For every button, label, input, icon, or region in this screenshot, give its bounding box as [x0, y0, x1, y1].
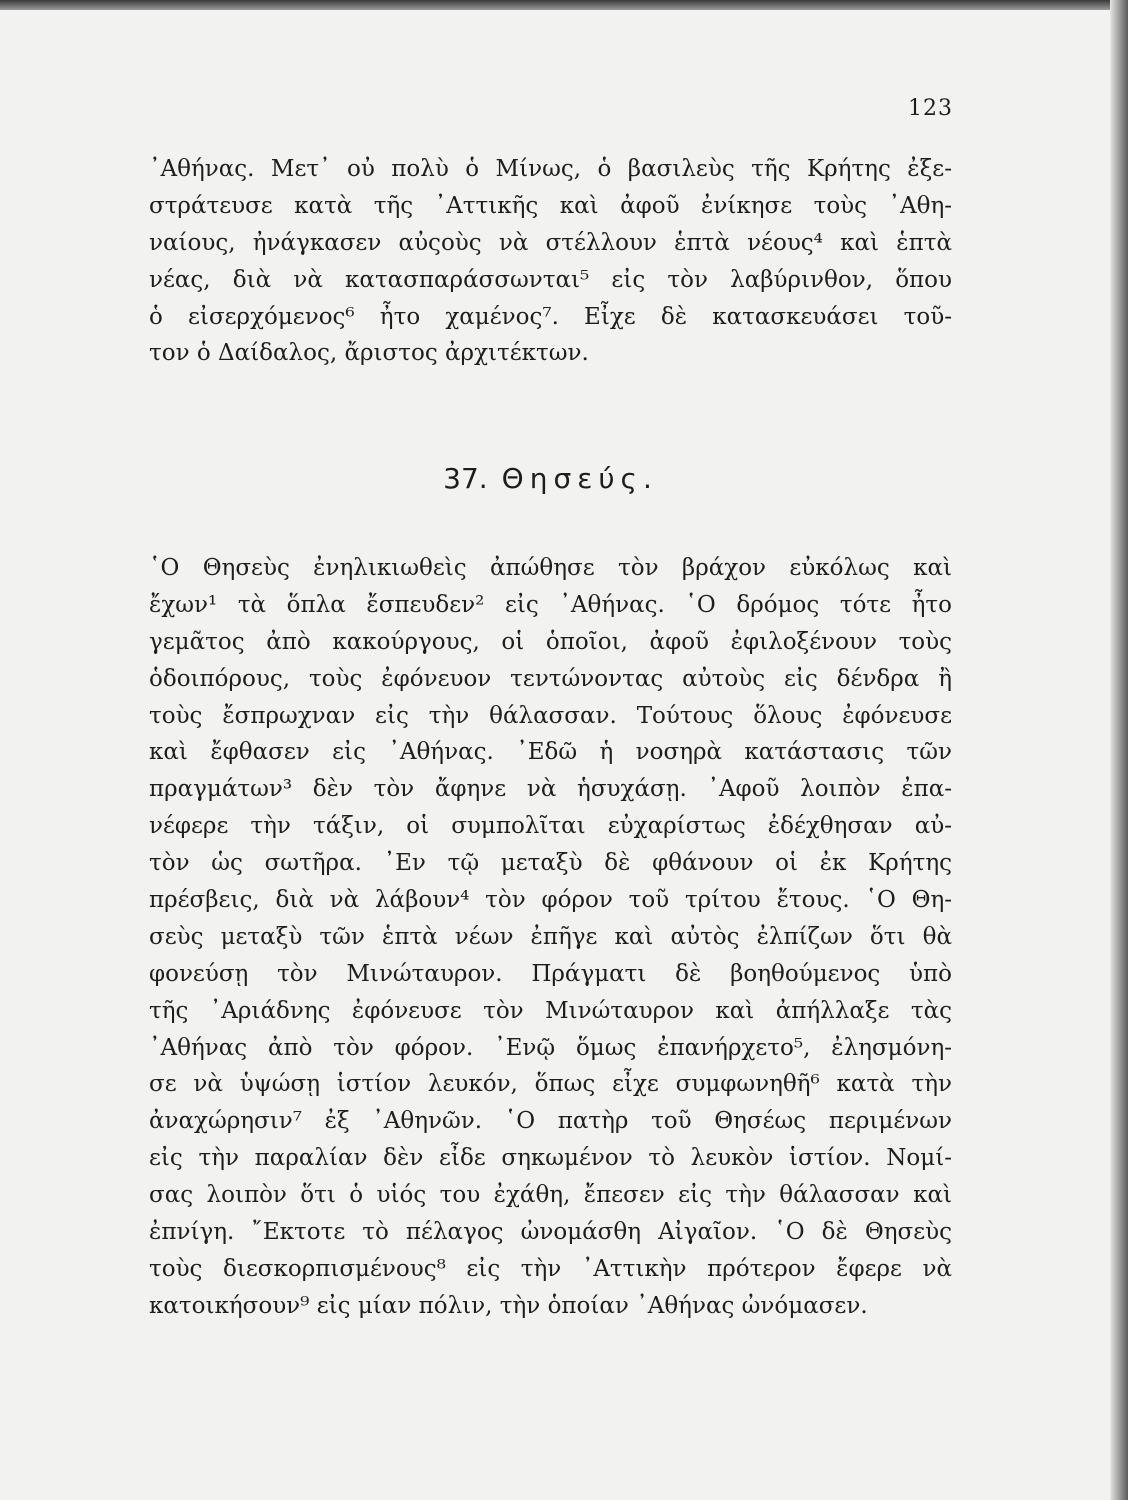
paragraph-1	[149, 151, 952, 372]
text-line: νέας, διὰ νὰ κατασπαράσσωνται⁵ εἰς τὸν λαβύρινθον, ὅπου	[149, 266, 952, 293]
text-line: πρέσβεις, διὰ νὰ λάβουν⁴ τὸν φόρον τοῦ τρίτου ἔτους. ῾Ο Θη-	[149, 887, 952, 914]
text-line: καὶ ἔφθασεν εἰς ᾿Αθήνας. ᾿Εδῶ ἡ νοσηρὰ κατάστασις τῶν	[149, 739, 952, 766]
scan-right-edge	[1110, 0, 1128, 1500]
text-line: γεμᾶτος ἀπὸ κακούργους, οἱ ὁποῖοι, ἀφοῦ ἐφιλοξένουν τοὺς	[149, 628, 952, 655]
text-line: ναίους, ἠνάγκασεν αὐςοὺς νὰ στέλλουν ἑπτὰ νέους⁴ καὶ ἑπτὰ	[149, 229, 952, 256]
text-line: τῆς ᾿Αριάδνης ἐφόνευσε τὸν Μινώταυρον καὶ ἀπήλλαξε τὰς	[149, 997, 952, 1024]
text-line: τοὺς ἔσπρωχναν εἰς τὴν θάλασσαν. Τούτους ὅλους ἐφόνευσε	[149, 702, 952, 729]
section-number: 37.	[443, 462, 488, 495]
text-line: τοὺς διεσκορπισμένους⁸ εἰς τὴν ᾿Αττικὴν πρότερον ἔφερε νὰ	[149, 1255, 952, 1282]
text-line: τὸν ὡς σωτῆρα. ᾿Εν τῷ μεταξὺ δὲ φθάνουν οἱ ἐκ Κρήτης	[149, 850, 952, 877]
text-line: νέφερε τὴν τάξιν, οἱ συμπολῖται εὐχαρίστως ἐδέχθησαν αὐ-	[149, 813, 952, 840]
text-line: ἐπνίγη. ῎Εκτοτε τὸ πέλαγος ὠνομάσθη Αἰγαῖον. ῾Ο δὲ Θησεὺς	[149, 1219, 952, 1246]
text-line: ὁ εἰσερχόμενος⁶ ἦτο χαμένος⁷. Εἶχε δὲ κατασκευάσει τοῦ-	[149, 303, 952, 330]
text-line: πραγμάτων³ δὲν τὸν ἄφηνε νὰ ἡσυχάσῃ. ᾿Αφοῦ λοιπὸν ἐπα-	[149, 776, 952, 803]
text-line: σε νὰ ὑψώσῃ ἱστίον λευκόν, ὅπως εἶχε συμφωνηθῆ⁶ κατὰ τὴν	[149, 1071, 952, 1098]
text-line: ἀναχώρησιν⁷ ἐξ ᾿Αθηνῶν. ῾Ο πατὴρ τοῦ Θησέως περιμένων	[149, 1108, 952, 1135]
text-line: ὁδοιπόρους, τοὺς ἐφόνευον τεντώνοντας αὐτοὺς εἰς δένδρα ἢ	[149, 665, 952, 692]
text-line: ᾿Αθήνας. Μετ᾿ οὐ πολὺ ὁ Μίνως, ὁ βασιλεὺς τῆς Κρήτης ἐξε-	[149, 156, 952, 182]
text-line: στράτευσε κατὰ τῆς ᾿Αττικῆς καὶ ἀφοῦ ἐνίκησε τοὺς ᾿Αθη-	[149, 192, 952, 219]
text-line: κατοικήσουν⁹ εἰς μίαν πόλιν, τὴν ὁποίαν ᾿Αθήνας ὠνόμασεν.	[149, 1292, 868, 1319]
text-line: ᾿Αθήνας ἀπὸ τὸν φόρον. ᾿Ενῷ ὅμως ἐπανήρχετο⁵, ἐλησμόνη-	[149, 1034, 952, 1061]
text-line: ῾Ο Θησεὺς ἐνηλικιωθεὶς ἀπώθησε τὸν βράχον εὐκόλως καὶ	[149, 555, 952, 581]
section-heading	[149, 462, 952, 495]
text-line: σεὺς μεταξὺ τῶν ἑπτὰ νέων ἐπῆγε καὶ αὐτὸς ἐλπίζων ὅτι θὰ	[149, 923, 952, 950]
text-line: ἔχων¹ τὰ ὅπλα ἔσπευδεν² εἰς ᾿Αθήνας. ῾Ο δρόμος τότε ἦτο	[149, 591, 952, 618]
page-number: 123	[908, 96, 953, 121]
scan-top-edge	[0, 0, 1128, 10]
paragraph-2	[149, 550, 952, 1325]
section-title: Θησεύς.	[501, 462, 658, 495]
text-line: εἰς τὴν παραλίαν δὲν εἶδε σηκωμένον τὸ λευκὸν ἱστίον. Νομί-	[149, 1145, 952, 1172]
text-line: σας λοιπὸν ὅτι ὁ υἱός του ἐχάθη, ἔπεσεν εἰς τὴν θάλασσαν καὶ	[149, 1182, 952, 1209]
text-line: τον ὁ Δαίδαλος, ἄριστος ἀρχιτέκτων.	[149, 340, 589, 367]
text-line: φονεύσῃ τὸν Μινώταυρον. Πράγματι δὲ βοηθούμενος ὑπὸ	[149, 960, 952, 987]
